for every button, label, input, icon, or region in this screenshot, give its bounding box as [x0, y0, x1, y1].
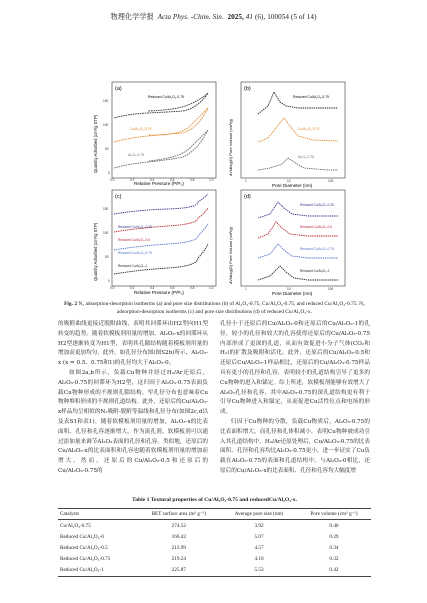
page-number: (5 of 14) — [290, 13, 317, 21]
table-cell: 274.52 — [171, 522, 186, 529]
panel-d-curve-label: Reduced Cu/Al₂O₃-0.5 — [300, 225, 332, 229]
table-cell: 4.57 — [254, 544, 264, 551]
panel-a-ytick: 150 — [103, 99, 109, 103]
table-cell: 0.29 — [329, 533, 339, 540]
table-cell: 0.34 — [329, 544, 339, 551]
panel-a — [93, 82, 216, 186]
panel-c-xtick: 0.4 — [150, 286, 155, 290]
table-cell: Reduced Cu/Al₂O₃-0 — [60, 533, 104, 540]
table-cell: 5.53 — [221, 565, 297, 577]
journal-issue: (6), — [254, 13, 266, 21]
table-cell: 0.32 — [329, 556, 339, 563]
panel-c-ytick: 50 — [105, 255, 109, 259]
figure-svg — [88, 78, 350, 298]
panel-c-xtick: 0.6 — [170, 286, 175, 290]
panel-c-ytick: 100 — [103, 231, 109, 235]
table-title: Table 1 Textural properties of Cu/Al₂O₃-0.75 and reducedCu/Al₂O₃-x. — [132, 497, 297, 503]
panel-b-xtick: 10 — [287, 179, 291, 183]
panel-b-xtick: 1 — [245, 179, 247, 183]
table-row — [58, 554, 371, 565]
panel-a-curve-label: Cu/Al₂O₃-0.75 — [130, 127, 152, 131]
panel-a-xtick: 1.0 — [209, 178, 214, 182]
panel-d-xtick: 1 — [245, 287, 247, 291]
journal-volume: 41 — [245, 13, 254, 21]
figure-caption — [57, 301, 372, 316]
isotherm-c-025 — [114, 244, 208, 274]
table-header-row — [58, 509, 371, 520]
table-cell: 0.42 — [297, 565, 371, 577]
article-number: 100054 — [267, 13, 290, 21]
panel-d-curve-label: Reduced Cu/Al₂O₃-1 — [300, 269, 330, 273]
panel-d — [228, 190, 345, 296]
table-cell: 4.10 — [254, 556, 264, 563]
table-cell: 225.87 — [137, 565, 222, 577]
body-column-left — [58, 320, 208, 477]
table-cell: 219.24 — [171, 556, 186, 563]
panel-a-xtick: 0.6 — [170, 178, 175, 182]
table-cell: 5.07 — [254, 533, 264, 540]
journal-year: 2025, — [227, 13, 244, 21]
figure-2 — [88, 78, 350, 298]
panel-c-curve-label: Reduced Cu/Al₂O₃-0.75 — [118, 251, 152, 255]
panel-d-curve-label: Reduced Cu/Al₂O₃-0.25 — [300, 203, 334, 207]
table-header-cell: BET surface area (m² g⁻¹) — [137, 509, 222, 520]
panel-c-letter: (c) — [115, 194, 122, 200]
panel-c-xlabel: Relative Pressure (P/P₀) — [134, 290, 184, 295]
panel-c-curve-label: Reduced Cu/Al₂O₃-1 — [118, 264, 148, 268]
panel-a-xlabel: Relative Pressure (P/P₀) — [134, 181, 184, 186]
panel-c-xtick: 0.0 — [110, 286, 115, 290]
panel-c — [93, 190, 216, 295]
table-cell: 213.99 — [171, 544, 186, 551]
table-header-cell: Average pore size (nm) — [221, 509, 297, 520]
table-row — [58, 531, 371, 542]
table-row — [58, 565, 371, 577]
paragraph: 孔径小于还原后的Cu/Al₂O₃-0和还原后的Cu/Al₂O₃-1的孔径，较小的孔径和较大的孔容使得还原后的Cu/Al₂O₃-0.75内部形成了更深的孔道，从而有效促进小分子气体(CO₂和H₂)的扩散及吸附和活化。此外，还原后的Cu/Al₂O₃-0.5和还原后Cu/Al₂O₃-1样品相比，还原后的Cu/Al₂O₃-0.75样品具有更小的孔径和孔容，表明较小的孔道结构引导了更多的Cu物种的进入和锚定。综上所述，软模板剂能够有效增大了Al₂O₃孔径和孔容，其中Al₂O₃-0.75的深孔道结构更有利于引导Cu物种进入和锚定，从而促进Cu活性位点和电场的形成。 — [220, 321, 370, 416]
panel-d-xtick: 10 — [287, 287, 291, 291]
panel-a-ylabel: Quantity Adsorbed (cm³/g STP) — [93, 114, 98, 173]
textural-properties-table — [58, 508, 371, 577]
figure-caption-text: N₂ adsorption-desorption isotherms (a) and pore size distributions (b) of Al₂O₃-0.75, Cu/Al₂O₃-0.75, and reduced Cu/Al₂O₃-0.75. N₂ adsorption-desorption isotherms (c) and pore size distributions (d) of reduced Cu/Al₂O₃-x. — [78, 301, 365, 315]
body-column-right — [220, 320, 370, 477]
table-row — [58, 542, 371, 553]
panel-b-curve-label: Reduced Cu/Al₂O₃-0.75 — [293, 95, 329, 99]
isotherm-al2o3 — [114, 130, 208, 168]
panel-b-letter: (b) — [244, 86, 251, 92]
panel-a-ytick: 100 — [103, 123, 109, 127]
panel-a-curve-label: Al₂O₃-0.75 — [128, 153, 145, 157]
table-cell: Cu/Al₂O₃-0.75 — [60, 522, 91, 529]
panel-c-xtick: 0.2 — [130, 286, 135, 290]
panel-b-ylabel: dV/dlog(D) Pore Volume (cm³/g) — [228, 119, 233, 176]
isotherm-cu — [114, 108, 208, 142]
panel-b — [228, 82, 345, 188]
paragraph: 的吸附曲线更接近脱附曲线，表明其回滞环由H2型向H1型转变的趋势。随着软模板剂用量的增加，Al₂O₃-x的回滞环从H2型逐渐转变为H1型，表明其孔隙结构随着模板剂用量的增加而更加均匀。此外，如孔径分布图(图S2b)所示，Al₂O₃-x (x = 0.5、0.75和1)的孔径均大于Al₂O₃-0。 — [58, 321, 208, 367]
panel-b-curve-label: Cu/Al₂O₃-0.75 — [298, 127, 320, 131]
isotherm-c-1 — [114, 194, 208, 214]
panel-c-ylabel: Quantity Adsorbed (cm³/g STP) — [93, 222, 98, 281]
panel-b-curve-label: Al₂O₃-0.75 — [298, 155, 315, 159]
panel-d-xlabel: Pore Diameter (nm) — [272, 291, 313, 296]
panel-b-xlabel: Pore Diameter (nm) — [272, 183, 313, 188]
panel-b-xtick: 100 — [328, 179, 334, 183]
table-cell: Reduced Cu/Al₂O₃-0.5 — [60, 544, 108, 551]
table-cell: 3.92 — [254, 522, 264, 529]
panel-c-curve-label: Reduced Cu/Al₂O₃-0.5 — [118, 238, 150, 242]
panel-a-xtick: 0.4 — [150, 178, 155, 182]
panel-c-ytick: 150 — [103, 207, 109, 211]
table-cell: 166.42 — [171, 533, 186, 540]
table-cell: 0.40 — [329, 522, 339, 529]
panel-a-xtick: 0.0 — [110, 178, 115, 182]
panel-a-ytick: 0 — [108, 171, 110, 175]
panel-d-xtick: 100 — [328, 287, 334, 291]
panel-a-curve-label: Reduced Cu/Al₂O₃-0.75 — [148, 95, 184, 99]
table-cell: Reduced Cu/Al₂O₃-1 — [58, 565, 137, 577]
paragraph: 如图2a,b所示，负载Cu物种并经过H₂/Ar还原后，Al₂O₃-0.75的回滞环为H2型，这归因于Al₂O₃-0.75表面负载Cu物种形成的不规则孔隙结构。窄孔径分布也意味着Cu物种堆积形成的不规则孔道结构。此外，还原后的Cu/Al₂O₃-x样品均呈相似的N₂吸附-脱附等温线和孔径分布(如图2c,d以及表S1和表1)。随着软模板剂用量的增加，Al₂O₃-x的比表面积、孔径和孔容逐渐增大。作为流孔剂，软模板剂可以通过添加量来调节Al₂O₃表面的孔径和孔容。类似地，还原后的Cu/Al₂O₃-x的比表面积和孔容也随着软模板剂用量的增加而增大。然而，还原后的Cu/Al₂O₃-0.5和还原后的Cu/Al₂O₃-0.75的 — [58, 369, 208, 474]
panel-d-ylabel: dV/dlog(D) Pore Volume (cm³/g) — [228, 227, 233, 284]
table-row — [58, 520, 371, 532]
table-header-cell: Catalysts — [58, 509, 137, 520]
panel-a-letter: (a) — [115, 86, 122, 92]
panel-c-curve-label: Reduced Cu/Al₂O₃-0.25 — [118, 225, 152, 229]
panel-d-curve-label: Reduced Cu/Al₂O₃-0.75 — [300, 247, 334, 251]
paragraph: 归因于Cu物种的分散，负载Cu物质后，Al₂O₃-0.75的比表面积增大，而孔径和孔体积减小，表明Cu物种被成功引入其孔道结构中。H₂/Ar还原处理后，Cu/Al₂O₃-0.75的比表面积、孔径和孔容均比Al₂O₃-0.75更小，进一步证实了Cu负载在Al₂O₃-0.75的表面和孔道结构中。与Al₂O₃-0相比，还原后的Cu/Al₂O₃-x的比表面积、孔径和孔容均大幅度增 — [220, 418, 370, 474]
running-header — [0, 12, 427, 22]
panel-c-xtick: 0.8 — [190, 286, 195, 290]
panel-c-xtick: 1.0 — [209, 286, 214, 290]
table-cell: Reduced Cu/Al₂O₃-0.75 — [60, 556, 111, 563]
panel-a-xtick: 0.2 — [130, 178, 135, 182]
panel-d-letter: (d) — [244, 194, 251, 200]
journal-name: Acta Phys. -Chim. Sin. — [157, 13, 224, 21]
figure-caption-label: Fig. 2 — [64, 301, 78, 307]
panel-a-ytick: 50 — [105, 147, 109, 151]
panel-a-xtick: 0.8 — [190, 178, 195, 182]
table-header-cell: Pore volume (cm³ g⁻¹) — [297, 509, 371, 520]
journal-cn: 物理化学学报 — [110, 13, 154, 21]
psd-al2o3 — [258, 158, 338, 170]
panel-c-ytick: 0 — [108, 279, 110, 283]
